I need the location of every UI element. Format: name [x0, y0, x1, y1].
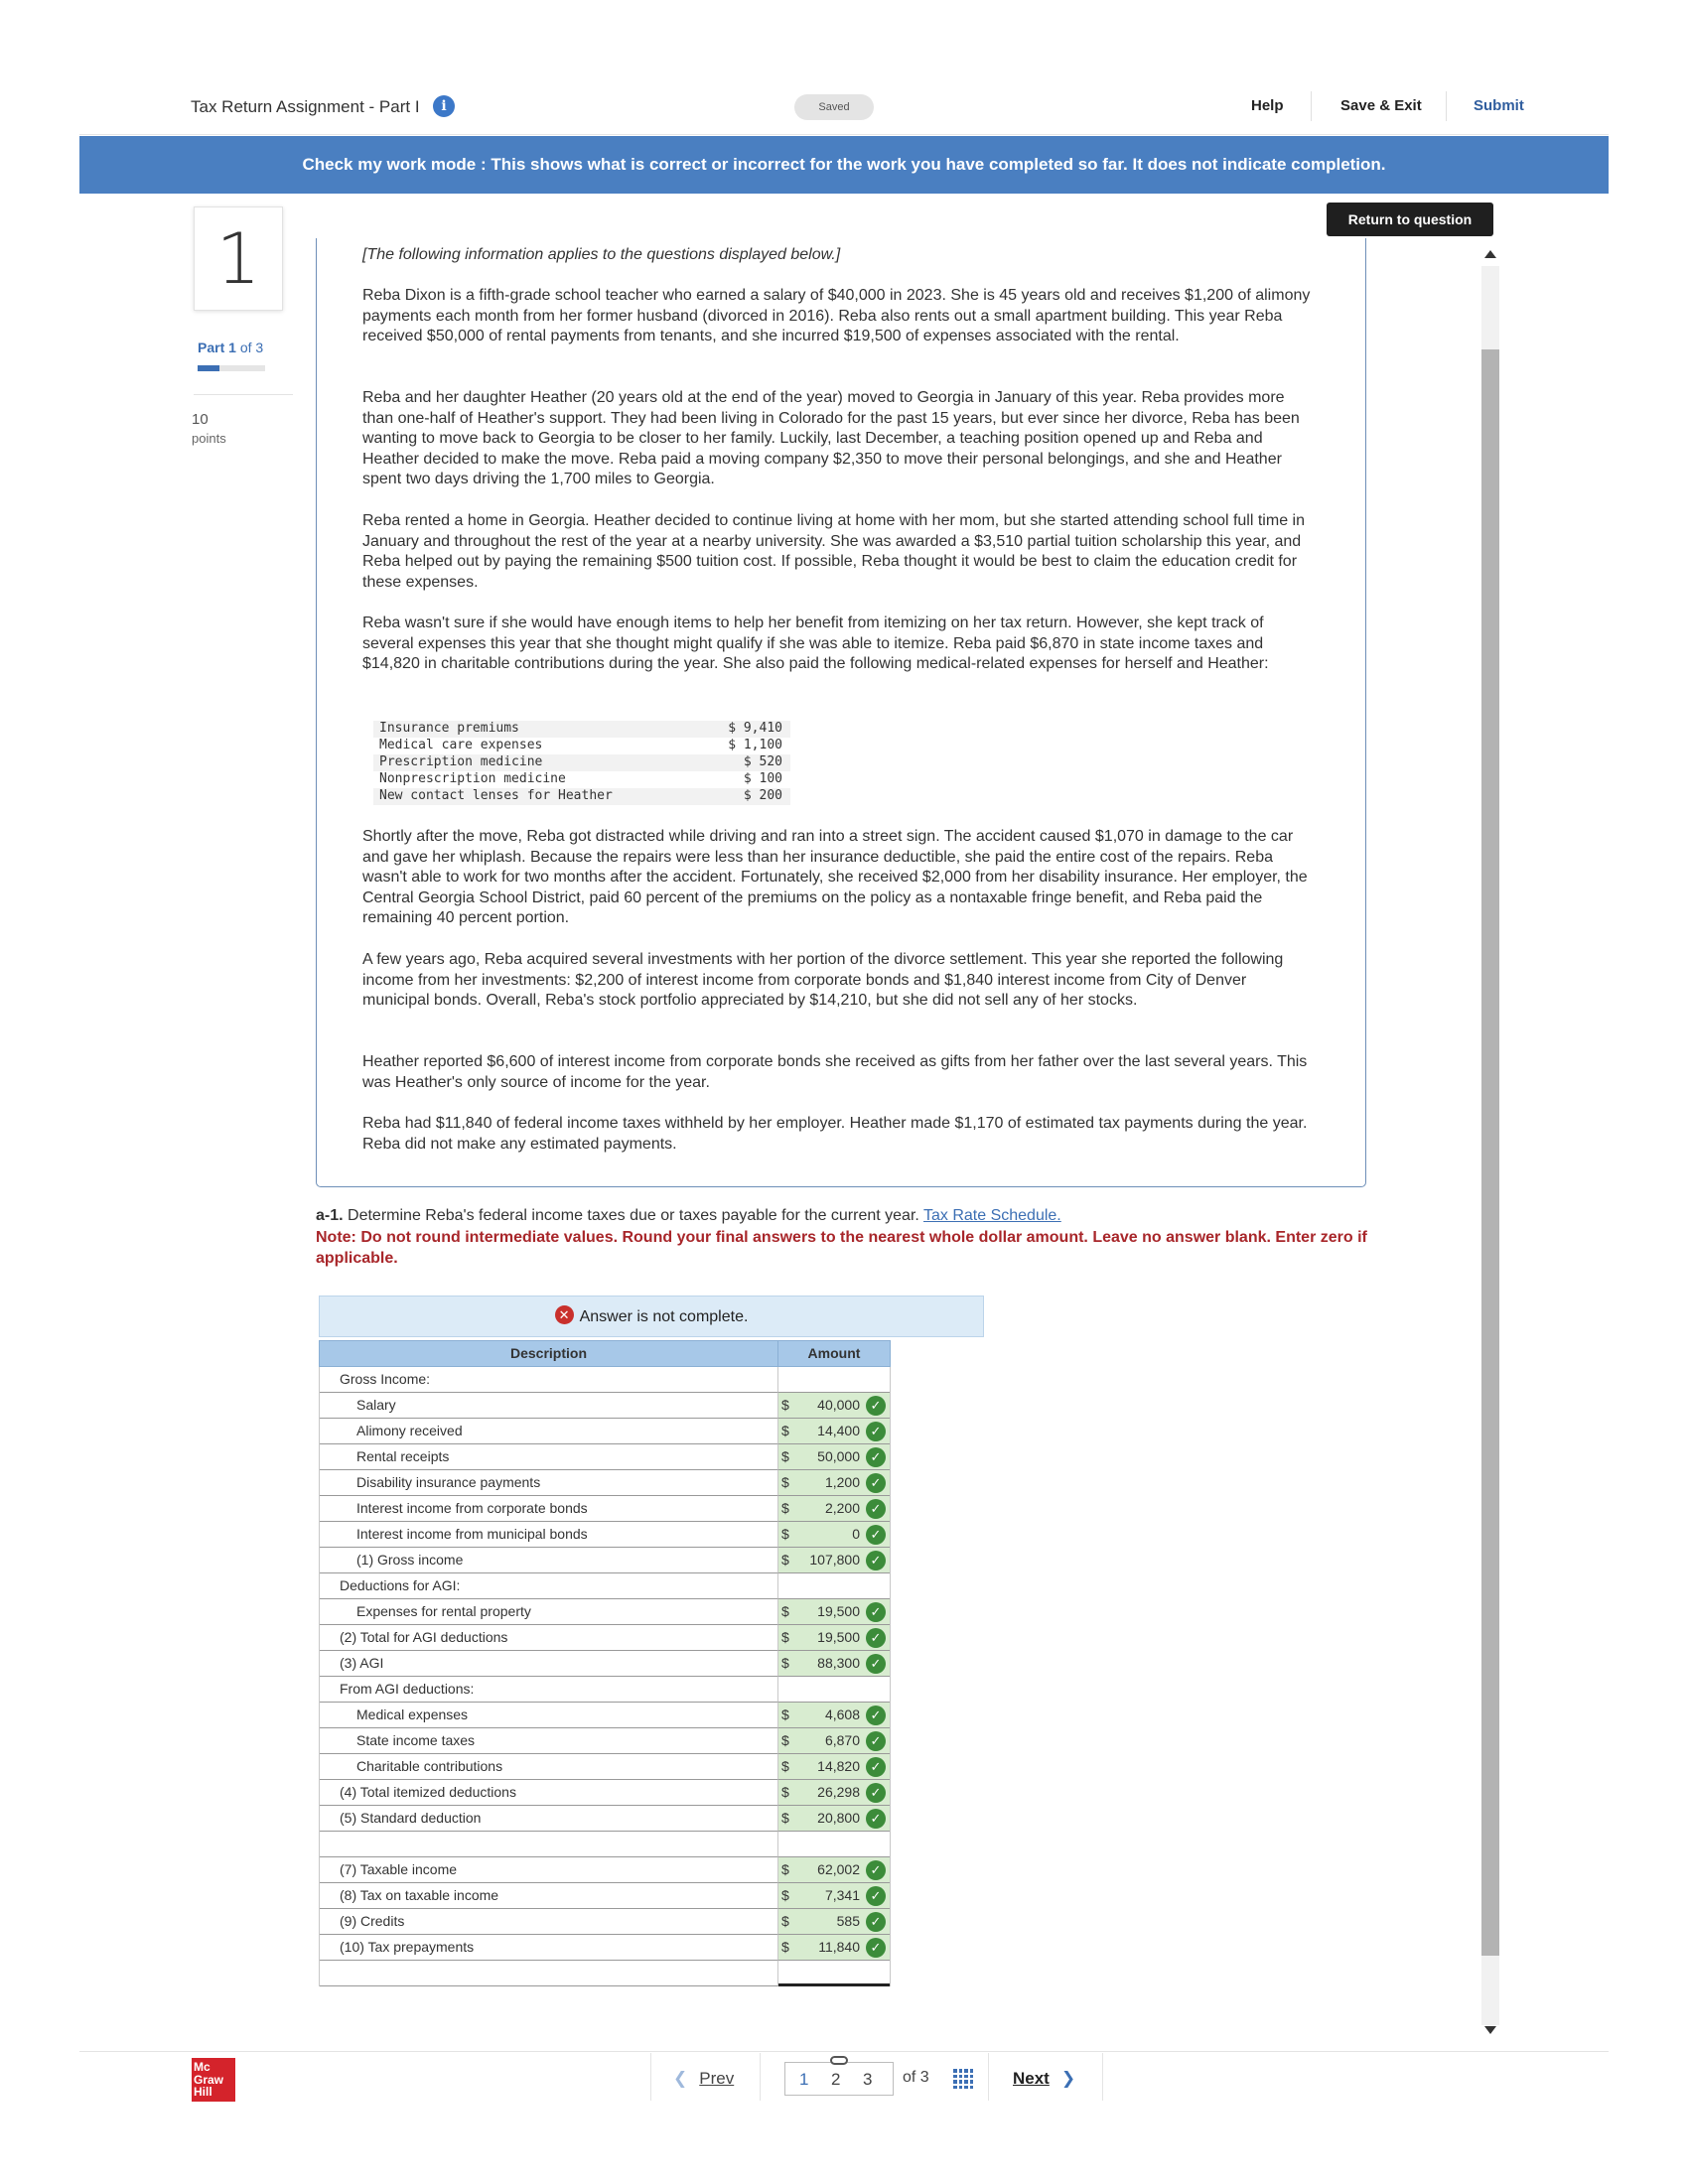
table-row: [319, 1883, 891, 1909]
row-label: (3) AGI: [320, 1651, 778, 1677]
info-panel: [316, 238, 1366, 1187]
table-row: [319, 1548, 891, 1573]
part-current: 1: [228, 340, 236, 355]
amount-value[interactable]: 19,500: [817, 1629, 860, 1645]
amount-value[interactable]: 14,400: [817, 1423, 860, 1438]
table-row: [319, 1496, 891, 1522]
link-icon: [830, 2056, 848, 2065]
row-label: Charitable contributions: [320, 1754, 778, 1780]
expense-row: [373, 721, 790, 738]
expense-amount: $ 1,100: [728, 738, 782, 752]
amount-cell[interactable]: [778, 1419, 890, 1444]
next-button[interactable]: [1013, 2069, 1075, 2089]
amount-value[interactable]: 26,298: [817, 1784, 860, 1800]
amount-cell[interactable]: [778, 1470, 890, 1496]
correct-check-icon: ✓: [866, 1447, 886, 1467]
amount-value[interactable]: 585: [836, 1913, 860, 1929]
amount-value[interactable]: 0: [852, 1526, 860, 1542]
amount-cell[interactable]: [778, 1522, 890, 1548]
points-value: 10: [192, 411, 209, 428]
amount-cell[interactable]: [778, 1496, 890, 1522]
correct-check-icon: ✓: [866, 1422, 886, 1441]
dollar-sign: $: [781, 1629, 789, 1645]
header-amount: Amount: [807, 1345, 861, 1361]
points-label: points: [192, 431, 226, 446]
correct-check-icon: ✓: [866, 1860, 886, 1880]
info-paragraph: Reba and her daughter Heather (20 years old at the end of the year) moved to Georgia in January of this year. Reba provides more than one-half of Heather's support. They had been living in Colorado for the past 15 years, but ever since her divorce, Reba has been wanting to move back to Georgia to be closer to her family. Luckily, last December, a teaching position opened up and Reba and Heather decided to make the move. Reba paid a moving company $2,350 to move their personal belongings, and she and Heather spent two days driving the 1,700 miles to Georgia.: [362, 389, 1300, 487]
dollar-sign: $: [781, 1810, 789, 1826]
row-label: (10) Tax prepayments: [320, 1935, 778, 1961]
table-row: [319, 1419, 891, 1444]
amount-cell[interactable]: [778, 1651, 890, 1677]
dollar-sign: $: [781, 1861, 789, 1877]
amount-value[interactable]: 14,820: [817, 1758, 860, 1774]
expense-amount: $ 100: [743, 771, 782, 786]
info-paragraph: Heather reported $6,600 of interest income from corporate bonds she received as gifts from her father over the last several years. This was Heather's only source of income for the year.: [362, 1053, 1308, 1091]
expense-label: New contact lenses for Heather: [379, 788, 613, 803]
table-row: [319, 1780, 891, 1806]
save-exit-link[interactable]: Save & Exit: [1340, 97, 1422, 114]
row-label: (8) Tax on taxable income: [320, 1883, 778, 1909]
prev-label: Prev: [699, 2069, 735, 2088]
info-intro: [The following information applies to the questions displayed below.]: [362, 246, 841, 263]
row-label: Interest income from municipal bonds: [320, 1522, 778, 1548]
row-label: Interest income from corporate bonds: [320, 1496, 778, 1522]
amount-cell[interactable]: [778, 1909, 890, 1935]
amount-value[interactable]: 19,500: [817, 1603, 860, 1619]
row-label: (4) Total itemized deductions: [320, 1780, 778, 1806]
correct-check-icon: ✓: [866, 1602, 886, 1622]
correct-check-icon: ✓: [866, 1525, 886, 1545]
question-prompt: [316, 1207, 1061, 1225]
table-row: [319, 1728, 891, 1754]
table-row: [319, 1935, 891, 1961]
correct-check-icon: ✓: [866, 1473, 886, 1493]
table-row: [319, 1367, 891, 1393]
amount-value[interactable]: 50,000: [817, 1448, 860, 1464]
prev-button[interactable]: [673, 2069, 734, 2089]
correct-check-icon: ✓: [866, 1551, 886, 1570]
table-row: [319, 1857, 891, 1883]
table-row: [319, 1599, 891, 1625]
amount-value[interactable]: 6,870: [824, 1732, 860, 1748]
scroll-up-arrow-icon[interactable]: [1484, 250, 1496, 258]
dollar-sign: $: [781, 1732, 789, 1748]
chevron-left-icon: ❮: [673, 2069, 688, 2088]
question-note: Note: Do not round intermediate values. Round your final answers to the nearest whole dollar amount. Leave no answer blank. Enter zero if applicable.: [316, 1229, 1367, 1267]
amount-value[interactable]: 88,300: [817, 1655, 860, 1671]
info-paragraph: A few years ago, Reba acquired several investments with her portion of the divorce settlement. This year she reported the following income from her investments: $2,200 of interest income from corporate bonds and $1,840 interest income from City of Denver municipal bonds. Overall, Reba's stock portfolio appreciated by $14,210, but she did not sell any of her stocks.: [362, 951, 1284, 1009]
correct-check-icon: ✓: [866, 1706, 886, 1725]
expense-label: Nonprescription medicine: [379, 771, 566, 786]
dollar-sign: $: [781, 1939, 789, 1955]
pager-divider: [650, 2053, 651, 2101]
correct-check-icon: ✓: [866, 1499, 886, 1519]
page-2-button[interactable]: 2: [831, 2070, 841, 2089]
row-label: (5) Standard deduction: [320, 1806, 778, 1832]
expense-amount: $ 200: [743, 788, 782, 803]
part-progress-fill: [198, 365, 219, 371]
part-progress-bar: [198, 365, 265, 371]
dollar-sign: $: [781, 1500, 789, 1516]
question-id: a-1.: [316, 1207, 344, 1224]
row-label: Alimony received: [320, 1419, 778, 1444]
dollar-sign: $: [781, 1526, 789, 1542]
dollar-sign: $: [781, 1448, 789, 1464]
table-row: [319, 1677, 891, 1703]
expense-amount: $ 9,410: [728, 721, 782, 736]
expense-row: [373, 788, 790, 805]
dollar-sign: $: [781, 1474, 789, 1490]
amount-value[interactable]: 107,800: [809, 1552, 860, 1568]
dollar-sign: $: [781, 1706, 789, 1722]
header-divider: [1446, 91, 1447, 121]
header-divider: [1311, 91, 1312, 121]
amount-value[interactable]: 40,000: [817, 1397, 860, 1413]
check-my-work-banner: Check my work mode : This shows what is correct or incorrect for the work you have completed so far. It does not indicate completion.: [79, 136, 1609, 194]
dollar-sign: $: [781, 1758, 789, 1774]
amount-cell[interactable]: [778, 1935, 890, 1961]
part-word: Part: [198, 340, 225, 355]
top-bar: [79, 79, 1609, 135]
question-number: 1: [194, 206, 283, 311]
row-label: (2) Total for AGI deductions: [320, 1625, 778, 1651]
expense-label: Insurance premiums: [379, 721, 519, 736]
dollar-sign: $: [781, 1887, 789, 1903]
amount-cell[interactable]: [778, 1444, 890, 1470]
amount-value[interactable]: 20,800: [817, 1810, 860, 1826]
help-link[interactable]: Help: [1251, 97, 1284, 114]
correct-check-icon: ✓: [866, 1886, 886, 1906]
row-label: (1) Gross income: [320, 1548, 778, 1573]
header-description: Description: [320, 1341, 778, 1366]
amount-cell: [778, 1832, 890, 1857]
submit-link[interactable]: Submit: [1474, 97, 1524, 114]
dollar-sign: $: [781, 1913, 789, 1929]
dollar-sign: $: [781, 1603, 789, 1619]
medical-expense-table: [373, 721, 790, 805]
correct-check-icon: ✓: [866, 1783, 886, 1803]
expense-row: [373, 738, 790, 754]
answer-status-text: Answer is not complete.: [579, 1308, 749, 1325]
row-label: Medical expenses: [320, 1703, 778, 1728]
table-row: [319, 1754, 891, 1780]
amount-cell: [778, 1677, 890, 1703]
row-label: Gross Income:: [320, 1367, 778, 1393]
correct-check-icon: ✓: [866, 1731, 886, 1751]
rail-divider: [194, 394, 293, 395]
info-paragraph: Reba had $11,840 of federal income taxes withheld by her employer. Heather made $1,170 of estimated tax payments during the year. Reba did not make any estimated payments.: [362, 1115, 1308, 1153]
dollar-sign: $: [781, 1552, 789, 1568]
expense-row: [373, 771, 790, 788]
row-label: From AGI deductions:: [320, 1677, 778, 1703]
row-label: Rental receipts: [320, 1444, 778, 1470]
grid-view-icon[interactable]: [953, 2069, 973, 2089]
scrollbar-thumb[interactable]: [1481, 349, 1499, 1956]
amount-value[interactable]: 7,341: [824, 1887, 860, 1903]
next-label: Next: [1013, 2069, 1050, 2088]
row-label: [320, 1961, 778, 1986]
part-of: of 3: [239, 340, 264, 355]
table-row: [319, 1522, 891, 1548]
amount-cell[interactable]: [778, 1883, 890, 1909]
amount-value[interactable]: 62,002: [817, 1861, 860, 1877]
tax-rate-schedule-link[interactable]: Tax Rate Schedule.: [923, 1207, 1061, 1224]
row-label: Deductions for AGI:: [320, 1573, 778, 1599]
dollar-sign: $: [781, 1423, 789, 1438]
pager-divider: [988, 2053, 989, 2101]
amount-value[interactable]: 1,200: [824, 1474, 860, 1490]
table-row: [319, 1961, 891, 1986]
amount-cell[interactable]: [778, 1703, 890, 1728]
correct-check-icon: ✓: [866, 1757, 886, 1777]
dollar-sign: $: [781, 1655, 789, 1671]
table-row: [319, 1832, 891, 1857]
expense-label: Medical care expenses: [379, 738, 543, 752]
amount-cell[interactable]: [778, 1599, 890, 1625]
table-row: [319, 1703, 891, 1728]
answer-status-box: [319, 1296, 984, 1337]
table-row: [319, 1806, 891, 1832]
amount-cell[interactable]: [778, 1393, 890, 1419]
info-paragraph: Reba Dixon is a fifth-grade school teacher who earned a salary of $40,000 in 2023. She is 45 years old and receives $1,200 of alimony payments each month from her former husband (divorced in 2016). Reba also rents out a small apartment building. This year Reba received $50,000 of rental payments from tenants, and she incurred $19,500 of expenses associated with the rental.: [362, 287, 1311, 344]
pager-divider: [760, 2053, 761, 2101]
pager-divider: [1102, 2053, 1103, 2101]
table-header-row: [319, 1340, 891, 1367]
table-row: [319, 1909, 891, 1935]
row-label: State income taxes: [320, 1728, 778, 1754]
correct-check-icon: ✓: [866, 1654, 886, 1674]
info-paragraph: Reba rented a home in Georgia. Heather decided to continue living at home with her mom, but she started attending school full time in January and throughout the rest of the year at a nearby university. She was awarded a $3,510 partial tuition scholarship this year, and Reba helped out by paying the remaining $500 tuition cost. If possible, Reba thought it would be best to claim the education credit for these expenses.: [362, 512, 1305, 591]
info-paragraph: Shortly after the move, Reba got distracted while driving and ran into a street sign. The accident caused $1,070 in damage to the car and gave her whiplash. Because the repairs were less than her insurance deductible, she paid the entire cost of the repairs. Reba wasn't able to work for two months after the accident. Fortunately, she received $2,000 from her disability insurance. Her employer, the Central Georgia School District, paid 60 percent of the premiums on the policy as a nontaxable fringe benefit, and Reba paid the remaining 40 percent portion.: [362, 828, 1308, 926]
page-3-button[interactable]: 3: [863, 2070, 873, 2089]
footer-divider: [79, 2051, 1609, 2052]
amount-cell[interactable]: [778, 1806, 890, 1832]
return-to-question-button[interactable]: Return to question: [1327, 203, 1493, 236]
table-row: [319, 1651, 891, 1677]
info-paragraph: Reba wasn't sure if she would have enough items to help her benefit from itemizing on her tax return. However, she kept track of several expenses this year that she thought might qualify if she was able to itemize. Reba paid $6,870 in state income taxes and $14,820 in charitable contributions during the year. She also paid the following medical-related expenses for herself and Heather:: [362, 614, 1269, 672]
part-indicator: [198, 340, 263, 355]
scroll-down-arrow-icon[interactable]: [1484, 2026, 1496, 2034]
amount-cell: [778, 1367, 890, 1393]
table-row: [319, 1393, 891, 1419]
chevron-right-icon: ❯: [1060, 2069, 1076, 2088]
correct-check-icon: ✓: [866, 1938, 886, 1958]
row-label: Disability insurance payments: [320, 1470, 778, 1496]
amount-cell[interactable]: [778, 1857, 890, 1883]
row-label: (9) Credits: [320, 1909, 778, 1935]
row-label: Salary: [320, 1393, 778, 1419]
expense-amount: $ 520: [743, 754, 782, 769]
amount-cell[interactable]: [778, 1548, 890, 1573]
info-icon[interactable]: i: [433, 95, 455, 117]
question-text: Determine Reba's federal income taxes due or taxes payable for the current year.: [348, 1207, 919, 1224]
expense-row: [373, 754, 790, 771]
amount-cell[interactable]: [778, 1754, 890, 1780]
page-selector: [784, 2062, 894, 2096]
table-row: [319, 1444, 891, 1470]
page-total: of 3: [903, 2069, 929, 2086]
dollar-sign: $: [781, 1397, 789, 1413]
dollar-sign: $: [781, 1784, 789, 1800]
amount-value[interactable]: 4,608: [824, 1706, 860, 1722]
amount-cell: [778, 1573, 890, 1599]
correct-check-icon: ✓: [866, 1912, 886, 1932]
table-row: [319, 1625, 891, 1651]
mcgraw-hill-logo: Mc Graw Hill: [192, 2058, 235, 2102]
expense-label: Prescription medicine: [379, 754, 543, 769]
row-label: Expenses for rental property: [320, 1599, 778, 1625]
correct-check-icon: ✓: [866, 1809, 886, 1829]
amount-cell[interactable]: [778, 1780, 890, 1806]
amount-value[interactable]: 2,200: [824, 1500, 860, 1516]
correct-check-icon: ✓: [866, 1628, 886, 1648]
tax-worksheet-table: [319, 1340, 891, 1986]
page-1-button[interactable]: 1: [799, 2070, 809, 2089]
correct-check-icon: ✓: [866, 1396, 886, 1416]
table-row: [319, 1470, 891, 1496]
amount-cell: [778, 1961, 890, 1986]
table-row: [319, 1573, 891, 1599]
error-x-icon: ✕: [555, 1305, 574, 1324]
row-label: [320, 1832, 778, 1857]
saved-status-badge: Saved: [794, 94, 874, 120]
assignment-title: Tax Return Assignment - Part I: [191, 97, 420, 116]
row-label: (7) Taxable income: [320, 1857, 778, 1883]
amount-value[interactable]: 11,840: [818, 1939, 860, 1955]
amount-cell[interactable]: [778, 1728, 890, 1754]
amount-cell[interactable]: [778, 1625, 890, 1651]
